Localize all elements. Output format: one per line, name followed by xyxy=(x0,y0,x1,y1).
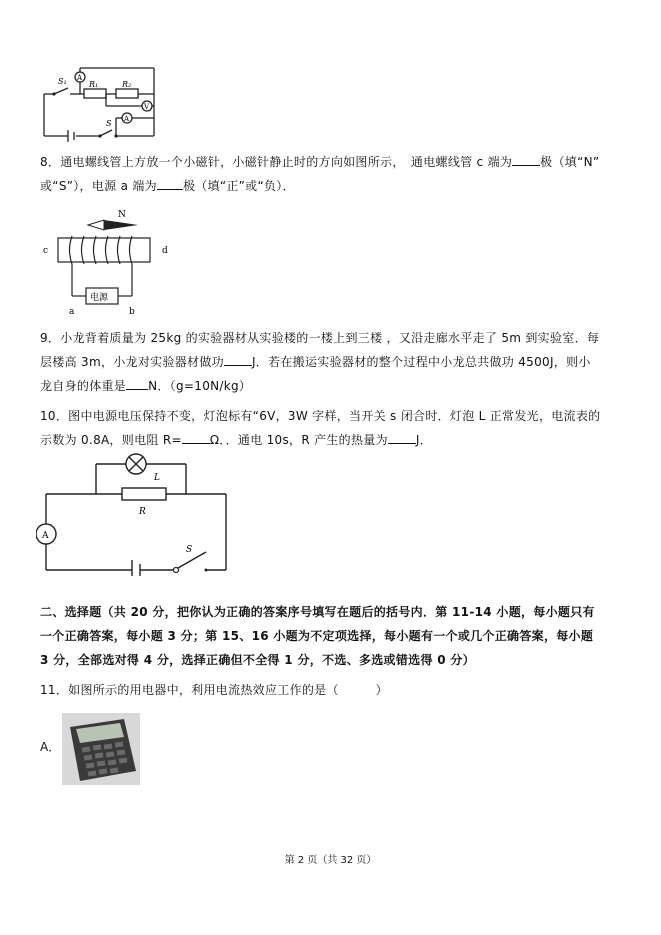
circuit-figure-1 xyxy=(38,66,160,142)
q8-blank-2[interactable] xyxy=(157,177,183,190)
end-c-label: c xyxy=(43,246,49,256)
question-10 xyxy=(40,404,625,452)
terminal-b-label: b xyxy=(129,307,135,317)
label-voltmeter: V xyxy=(144,103,150,111)
q10-blank-2[interactable] xyxy=(388,431,416,444)
question-11 xyxy=(40,678,625,702)
q9-blank-2[interactable] xyxy=(126,377,148,390)
q10-line-2b: Ω．．通电 10s，R 产生的热量为 xyxy=(209,433,388,447)
resistor-r-label: R xyxy=(139,507,146,517)
question-8 xyxy=(40,150,625,198)
q8-text-3: 或“S”），电源 a 端为 xyxy=(40,179,157,193)
q8-text-4: 极（填“正”或“负）． xyxy=(182,179,295,193)
calculator-image[interactable] xyxy=(62,713,140,785)
section-2-line-3: 3 分，全部选对得 4 分，选择正确但不全得 1 分，不选、多选或错选得 0 分） xyxy=(40,653,475,667)
label-switch-s: S xyxy=(106,119,112,128)
q10-line-2a: 示数为 0.8A，则电阻 R= xyxy=(40,433,182,447)
label-r1: R₁ xyxy=(89,80,99,89)
q9-line-1: 9．小龙背着质量为 25kg 的实验器材从实验楼的一楼上到三楼 ，又沿走廊水平走了 5m 到实验室．每 xyxy=(40,331,600,345)
end-d-label: d xyxy=(162,246,168,256)
terminal-a-label: a xyxy=(69,307,75,317)
q9-blank-1[interactable] xyxy=(224,353,252,366)
north-label: N xyxy=(118,210,126,220)
q8-blank-1[interactable] xyxy=(512,153,540,166)
power-source-label: 电源 xyxy=(90,293,109,303)
switch-s-label: S xyxy=(186,545,193,555)
label-ammeter-2: A xyxy=(124,115,130,123)
solenoid-figure xyxy=(38,206,178,318)
circuit-figure-3 xyxy=(36,452,236,576)
q9-line-3b: N．（g=10N/kg） xyxy=(148,379,252,393)
q10-line-1: 10．图中电源电压保持不变，灯泡标有“6V，3W 字样，当开关 s 闭合时．灯泡 L 正常发光，电流表的 xyxy=(40,409,601,423)
q9-line-2a: 层楼高 3m，小龙对实验器材做功 xyxy=(40,355,224,369)
option-a-label: A． xyxy=(40,740,61,754)
question-9 xyxy=(40,326,625,398)
q9-line-2b: J．若在搬运实验器材的整个过程中小龙总共做功 4500J，则小 xyxy=(251,355,591,369)
lamp-l-label: L xyxy=(154,473,160,483)
label-ammeter-1: A xyxy=(77,74,83,82)
section-2-instructions xyxy=(40,600,625,672)
section-2-line-1: 二、选择题（共 20 分，把你认为正确的答案序号填写在题后的括号内．第 11-14 小题，每小题只有 xyxy=(40,605,595,619)
label-s1: S₁ xyxy=(58,77,67,86)
section-2-line-2: 一个正确答案，每小题 3 分；第 15、16 小题为不定项选择，每小题有一个或几个正确答案，每小题 xyxy=(40,629,594,643)
q8-text-2: 极（填“N” xyxy=(540,155,600,169)
label-r2: R₂ xyxy=(122,80,132,89)
page-footer: 第 2 页（共 32 页） xyxy=(284,855,377,866)
q10-blank-1[interactable] xyxy=(182,431,210,444)
q9-line-3a: 龙自身的体重是 xyxy=(40,379,127,393)
q10-line-2c: J． xyxy=(415,433,433,447)
q8-text-1: 8．通电螺线管上方放一个小磁针，小磁针静止时的方向如图所示， 通电螺线管 c 端为 xyxy=(40,155,513,169)
ammeter-a-label: A xyxy=(42,531,49,541)
q11-question-text: 11．如图所示的用电器中，利用电流热效应工作的是（ ） xyxy=(40,683,388,697)
